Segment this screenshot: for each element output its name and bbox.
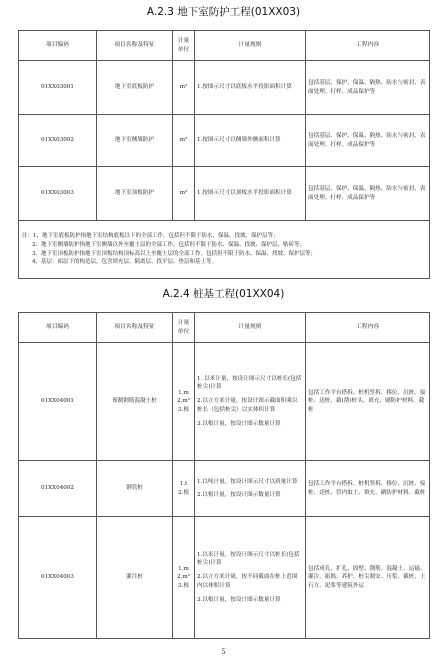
table-row bbox=[19, 461, 430, 517]
row-name: 地下室底板防护 bbox=[97, 61, 173, 115]
unit-line: 1.t bbox=[179, 481, 188, 488]
row-unit bbox=[173, 343, 195, 461]
unit-line: 2.m³ bbox=[177, 574, 190, 581]
header-rule: 计量规则 bbox=[195, 313, 306, 343]
table-pile-foundation bbox=[18, 312, 430, 639]
row-rule bbox=[195, 343, 306, 461]
table-header-row bbox=[19, 31, 430, 61]
row-unit: m² bbox=[173, 167, 195, 221]
row-name: 地下室顶板防护 bbox=[97, 167, 173, 221]
table-row bbox=[19, 517, 430, 639]
unit-line: 1.m bbox=[178, 390, 189, 397]
table-header-row bbox=[19, 313, 430, 343]
section-title-a23: A.2.3 地下室防护工程(01XX03) bbox=[146, 6, 301, 18]
row-content: 包括成孔、扩孔、固壁、钢筋、混凝土、运输、灌注、振捣、养护、桩尖制安、压浆、截桩、土石方、泥浆等建筑外运 bbox=[306, 517, 430, 639]
header-name: 项目名称及特征 bbox=[97, 31, 173, 61]
row-name: 预制钢筋混凝土桩 bbox=[97, 343, 173, 461]
table-row bbox=[19, 115, 430, 167]
row-code: 01XX04003 bbox=[19, 517, 97, 639]
row-rule bbox=[195, 517, 306, 639]
row-content: 包括基层、保护、保温、隔热、防水与密封、表面处理、打样、成品保护等 bbox=[306, 115, 430, 167]
row-name: 灌注桩 bbox=[97, 517, 173, 639]
row-rule: 1.按图示尺寸以底板水平投影面积计算 bbox=[195, 61, 306, 115]
note-line: 2、地下室侧墙防护指地下室侧墙以外至覆土层的全部工作，包括但不限于防水、保温、找坡、保护层、贴砖等； bbox=[32, 241, 306, 248]
unit-line: 1.m bbox=[178, 566, 189, 573]
header-unit: 计量单位 bbox=[173, 31, 195, 61]
table-notes bbox=[19, 221, 430, 279]
row-rule: 1.按图示尺寸以顶板水平投影面积计算 bbox=[195, 167, 306, 221]
header-name: 项目名称及特征 bbox=[97, 313, 173, 343]
rule-line: 2.以立方米计量，按不同截面在桩上范围内以体积计算 bbox=[197, 574, 298, 589]
row-code: 01XX03002 bbox=[19, 115, 97, 167]
row-name: 地下室侧墙防护 bbox=[97, 115, 173, 167]
note-line: 4、基层：面层下的构造层，包含填充层、隔离层、找平层、垫层和基土等。 bbox=[32, 259, 218, 266]
row-unit bbox=[173, 517, 195, 639]
rule-line: 3.以根计量，按设计图示数量计算 bbox=[197, 420, 281, 427]
rule-line: 1.以吨计量，按设计图示尺寸以质量计算 bbox=[197, 479, 298, 486]
table-row bbox=[19, 167, 430, 221]
table-basement-protection bbox=[18, 30, 430, 279]
row-code: 01XX03001 bbox=[19, 61, 97, 115]
row-content: 包括基层、保护、保温、隔热、防水与密封、表面处理、打样、成品保护等 bbox=[306, 167, 430, 221]
row-content: 包括工作平台搭拆、桩机竖拆、移位、沉桩、接桩、送桩、管内取土、填充、刷防护材料、截桩 bbox=[306, 461, 430, 517]
rule-line: 1. 以米计量，按设计图示尺寸以桩长(包括桩尖)计算 bbox=[197, 376, 302, 391]
header-rule: 计量规则 bbox=[195, 31, 306, 61]
rule-line: 1.以米计量，按设计图示尺寸以桩长(包括桩尖)计算 bbox=[197, 552, 300, 567]
row-content: 包括基层、保护、保温、隔热、防水与密封、表面处理、打样、成品保护等 bbox=[306, 61, 430, 115]
rule-line: 3.以根计量，按设计图示数量计算 bbox=[197, 596, 281, 603]
unit-line: 3.根 bbox=[178, 582, 189, 589]
header-code: 项目编码 bbox=[19, 31, 97, 61]
unit-line: 2.根 bbox=[178, 489, 189, 496]
row-unit: m² bbox=[173, 115, 195, 167]
row-rule: 1.按图示尺寸以侧墙外侧面积计算 bbox=[195, 115, 306, 167]
table-row bbox=[19, 61, 430, 115]
row-code: 01XX04002 bbox=[19, 461, 97, 517]
note-line: 3、地下室顶板防护指地下室顶板结构顶标高以上至覆土层的全部工作，包括但不限于防水、保温、找坡、保护层等； bbox=[32, 250, 317, 257]
row-code: 01XX03003 bbox=[19, 167, 97, 221]
header-content: 工程内容 bbox=[306, 31, 430, 61]
row-code: 01XX04001 bbox=[19, 343, 97, 461]
row-content: 包括工作平台搭拆、桩机竖拆、移位、沉桩、接桩、送桩、截(凿)桩头、填充、刷防护材料、截桩 bbox=[306, 343, 430, 461]
page-number: 5 bbox=[221, 648, 226, 656]
rule-line: 2.以根计量，按设计图示数量计算 bbox=[197, 491, 281, 498]
rule-line: 2.以立方米计量，按设计图示截面积乘以桩长（包括桩尖）以实体积计算 bbox=[197, 398, 298, 413]
row-unit bbox=[173, 461, 195, 517]
row-rule bbox=[195, 461, 306, 517]
table-row bbox=[19, 343, 430, 461]
section-title-a24: A.2.4 桩基工程(01XX04) bbox=[162, 288, 285, 300]
table-notes-row bbox=[19, 221, 430, 279]
note-line: 注：1、地下室底板防护指地下室结构底板以下的全部工作，包括但不限于防水、保温、找坡、保护层等； bbox=[22, 233, 279, 240]
row-unit: m² bbox=[173, 61, 195, 115]
header-content: 工程内容 bbox=[306, 313, 430, 343]
unit-line: 2.m³ bbox=[177, 398, 190, 405]
unit-line: 3.根 bbox=[178, 406, 189, 413]
header-unit: 计量单位 bbox=[173, 313, 195, 343]
row-name: 钢管桩 bbox=[97, 461, 173, 517]
header-code: 项目编码 bbox=[19, 313, 97, 343]
